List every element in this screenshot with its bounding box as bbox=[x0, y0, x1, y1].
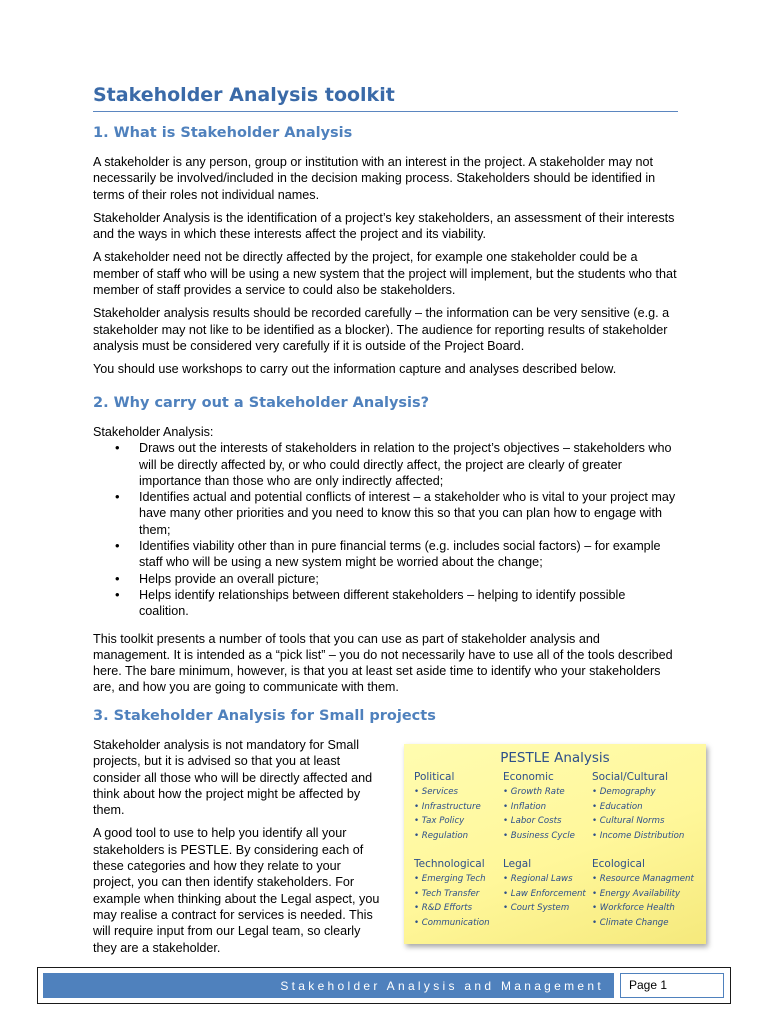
pestle-category-ecological bbox=[592, 858, 692, 930]
pestle-category-heading: Ecological bbox=[592, 858, 645, 870]
pestle-item: • Regulation bbox=[414, 830, 469, 841]
footer-title-bar bbox=[43, 973, 614, 998]
section-heading-small-projects: 3. Stakeholder Analysis for Small projects bbox=[93, 708, 436, 724]
pestle-item: • Inflation bbox=[503, 801, 547, 812]
list-item: • Helps identify relationships between different stakeholders – helping to identify possible coalition. bbox=[93, 587, 678, 620]
paragraph: Stakeholder analysis results should be recorded carefully – the information can be very sensitive (e.g. a stakeholder may not like to be identified as a blocker). The audience for reporting results of stakeholder analysis must be considered very carefully if it is outside of the Project Board. bbox=[93, 306, 670, 353]
pestle-sticky-note bbox=[404, 744, 706, 944]
pestle-item: • Energy Availability bbox=[592, 888, 681, 899]
pestle-item: • Business Cycle bbox=[503, 830, 575, 841]
pestle-item: • Income Distribution bbox=[592, 830, 685, 841]
list-item: • Identifies viability other than in pure financial terms (e.g. includes social factors) – for example staff who will be using a new system might be worried about the change; bbox=[93, 538, 678, 571]
pestle-category-heading: Legal bbox=[503, 858, 532, 870]
pestle-category-economic bbox=[503, 771, 603, 843]
pestle-item: • Education bbox=[592, 801, 643, 812]
section-heading-why: 2. Why carry out a Stakeholder Analysis? bbox=[93, 395, 430, 411]
pestle-item: • Infrastructure bbox=[414, 801, 481, 812]
paragraph: Stakeholder Analysis is the identification of a project’s key stakeholders, an assessment of their interests and the ways in which these interests affect the project and its viability. bbox=[93, 210, 675, 242]
list-intro: Stakeholder Analysis: bbox=[93, 425, 214, 439]
list-item: • Helps provide an overall picture; bbox=[93, 571, 678, 587]
section-small-projects-body bbox=[93, 737, 385, 963]
section-what-is-body bbox=[93, 154, 678, 385]
pestle-item: • Workforce Health bbox=[592, 903, 675, 913]
bullet-list bbox=[93, 440, 678, 619]
pestle-category-legal bbox=[503, 858, 603, 916]
paragraph: A stakeholder is any person, group or institution with an interest in the project. A stakeholder may not necessarily be involved/included in the decision making process. Stakeholders should be identified in terms of their roles not individual names. bbox=[93, 155, 656, 202]
pestle-category-political bbox=[414, 771, 514, 843]
pestle-category-heading: Political bbox=[414, 771, 455, 783]
pestle-item: • Law Enforcement bbox=[503, 888, 586, 899]
section-why-body bbox=[93, 424, 678, 696]
pestle-item: • Communication bbox=[414, 917, 490, 928]
section-heading-what-is: 1. What is Stakeholder Analysis bbox=[93, 125, 353, 141]
pestle-category-heading: Economic bbox=[503, 771, 554, 783]
pestle-category-heading: Social/Cultural bbox=[592, 771, 669, 783]
pestle-item: • Labor Costs bbox=[503, 816, 562, 826]
paragraph: A stakeholder need not be directly affected by the project, for example one stakeholder could be a member of staff who will be using a new system that the project will implement, but the students who that member of staff provides a service to could also be stakeholders. bbox=[93, 250, 677, 298]
paragraph: You should use workshops to carry out the information capture and analyses described below. bbox=[93, 362, 617, 377]
pestle-item: • Services bbox=[414, 787, 459, 797]
pestle-title: PESTLE Analysis bbox=[500, 750, 610, 766]
footer-title: Stakeholder Analysis and Management bbox=[280, 978, 604, 993]
paragraph: This toolkit presents a number of tools that you can use as part of stakeholder analysis and management. It is intended as a “pick list” – you do not necessarily have to use all of the tools described here. The bare minimum, however, is that you at least set aside time to identify who your stakeholders are, and how you are going to communicate with them. bbox=[93, 631, 673, 695]
pestle-item: • Cultural Norms bbox=[592, 816, 665, 826]
pestle-item: • Growth Rate bbox=[503, 787, 565, 797]
paragraph: A good tool to use to help you identify all your stakeholders is PESTLE. By considering each of these categories and how they relate to your project, you can then identify stakeholders. For example when thinking about the Legal aspect, you may realise a contract for services is needed. This will require input from our Legal team, so clearly they are a stakeholder. bbox=[93, 826, 380, 955]
pestle-category-social-cultural bbox=[592, 771, 692, 843]
pestle-category-technological bbox=[414, 858, 514, 930]
pestle-item: • Resource Managment bbox=[592, 874, 694, 884]
pestle-item: • Climate Change bbox=[592, 917, 669, 928]
pestle-item: • R&D Efforts bbox=[414, 903, 473, 913]
pestle-item: • Court System bbox=[503, 903, 570, 913]
pestle-item: • Demography bbox=[592, 787, 656, 797]
pestle-item: • Tech Transfer bbox=[414, 888, 480, 899]
list-item: • Identifies actual and potential conflicts of interest – a stakeholder who is vital to your project may have many other priorities and you need to know this so that you can plan how to engage with them; bbox=[93, 489, 678, 538]
pestle-item: • Tax Policy bbox=[414, 816, 465, 826]
list-item: • Draws out the interests of stakeholders in relation to the project’s objectives – stakeholders who will be directly affected by, or who could directly affect, the project are clearly of greater importance than those who are only indirectly affected; bbox=[93, 440, 678, 489]
paragraph: Stakeholder analysis is not mandatory for Small projects, but it is advised so that you at least consider all those who will be directly affected and think about how the project might be affected by them. bbox=[93, 738, 373, 818]
pestle-category-heading: Technological bbox=[414, 858, 485, 870]
pestle-item: • Regional Laws bbox=[503, 874, 573, 884]
document-title: Stakeholder Analysis toolkit bbox=[93, 84, 678, 112]
footer-page-number: Page 1 bbox=[620, 973, 724, 998]
pestle-item: • Emerging Tech bbox=[414, 874, 486, 884]
